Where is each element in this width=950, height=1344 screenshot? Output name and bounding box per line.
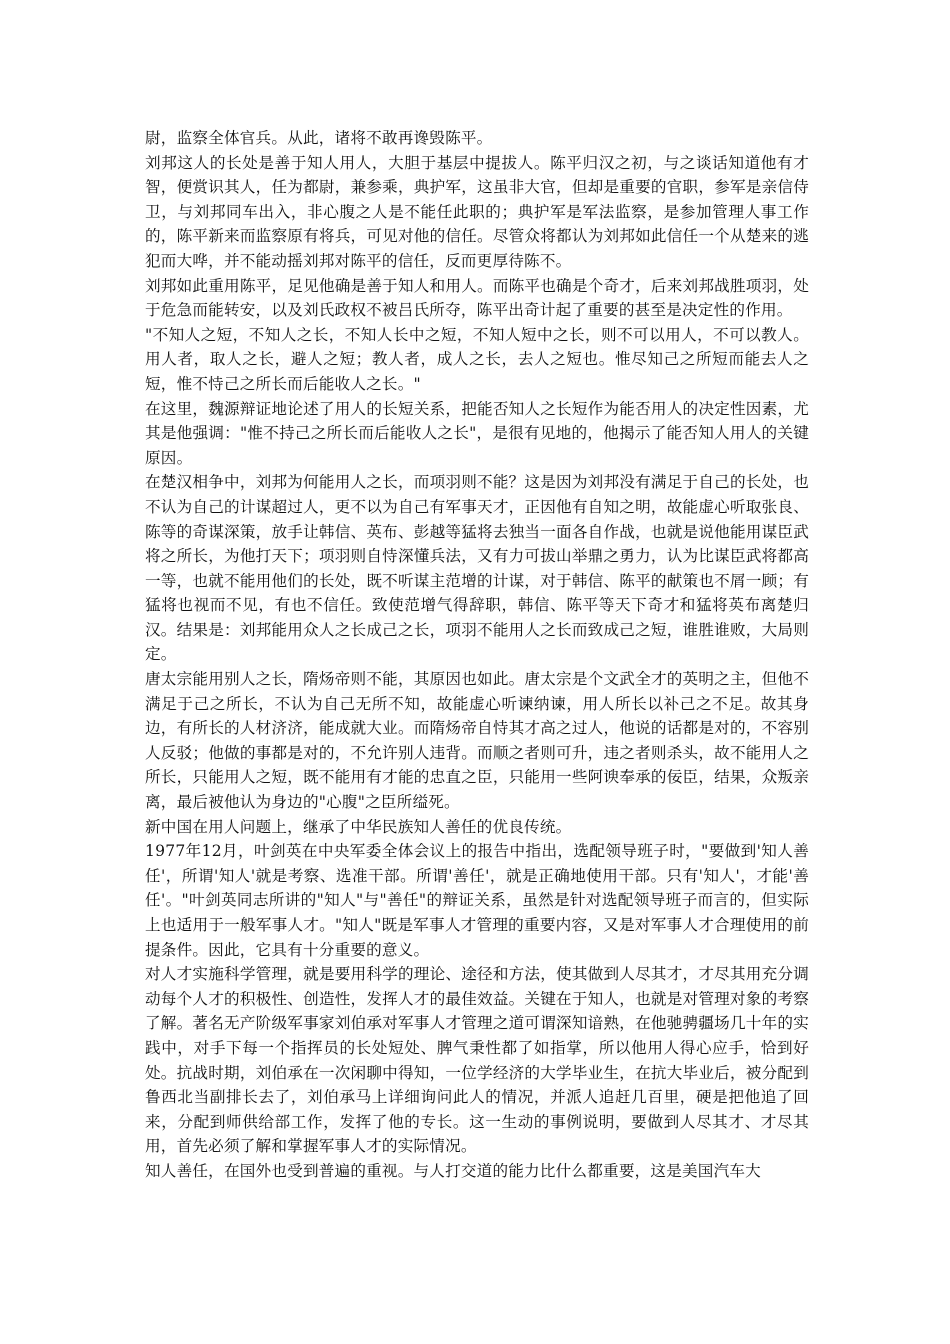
- paragraph-3: 刘邦如此重用陈平，足见他确是善于知人和用人。而陈平也确是个奇才，后来刘邦战胜项羽，处于危急而能转安，以及刘氏政权不被吕氏所夺，陈平出奇计起了重要的甚至是决定性的作用。: [145, 276, 809, 320]
- paragraph-2: 刘邦这人的长处是善于知人用人，大胆于基层中提拔人。陈平归汉之初，与之谈话知道他有才智，便赏识其人，任为都尉，兼参乘，典护军，这虽非大官，但却是重要的官职，参军是亲信侍卫，与刘邦同车出入，非心腹之人是不能任此职的；典护军是军法监察，是参加管理人事工作的，陈平新来而监察原有将兵，可见对他的信任。尽管众将都认为刘邦如此信任一个从楚来的逃犯而大哗，并不能动摇刘邦对陈平的信任，反而更厚待陈不。: [145, 153, 809, 270]
- paragraph-11: 知人善任，在国外也受到普遍的重视。与人打交道的能力比什么都重要，这是美国汽车大: [145, 1161, 761, 1180]
- paragraph-6: 在楚汉相争中，刘邦为何能用人之长，而项羽则不能？这是因为刘邦没有满足于自己的长处，也不认为自己的计谋超过人，更不以为自己有军事天才，正因他有自知之明，故能虚心听取张良、陈等的奇谋深策，放手让韩信、英布、彭越等猛将去独当一面各自作战，也就是说他能用谋臣武将之所长，为他打天下；项羽则自恃深懂兵法，又有力可拔山举鼎之勇力，认为比谋臣武将都高一等，也就不能用他们的长处，既不听谋主范增的计谋，对于韩信、陈平的献策也不屑一顾；有猛将也视而不见，有也不信任。致使范增气得辞职，韩信、陈平等天下奇才和猛将英布离楚归汉。结果是：刘邦能用众人之长成己之长，项羽不能用人之长而致成己之短，谁胜谁败，大局则定。: [145, 473, 809, 664]
- paragraph-10: 对人才实施科学管理，就是要用科学的理论、途径和方法，使其做到人尽其才，才尽其用充分调动每个人才的积极性、创造性，发挥人才的最佳效益。关键在于知人，也就是对管理对象的考察了解。著名无产阶级军事家刘伯承对军事人才管理之道可谓深知谙熟，在他驰骋疆场几十年的实践中，对手下每一个指挥员的长处短处、脾气秉性都了如指掌，所以他用人得心应手，恰到好处。抗战时期，刘伯承在一次闲聊中得知，一位学经济的大学毕业生，在抗大毕业后，被分配到鲁西北当副排长去了，刘伯承马上详细询问此人的情况，并派人追赶几百里，硬是把他追了回来，分配到师供给部工作，发挥了他的专长。这一生动的事例说明，要做到人尽其才、才尽其用，首先必须了解和掌握军事人才的实际情况。: [145, 965, 809, 1156]
- paragraph-5: 在这里，魏源辩证地论述了用人的长短关系，把能否知人之长短作为能否用人的决定性因素，尤其是他强调："惟不持己之所长而后能收人之长"，是很有见地的，他揭示了能否知人用人的关键原因。: [145, 399, 809, 467]
- paragraph-1: 尉，监察全体官兵。从此，诸将不敢再谗毁陈平。: [145, 129, 493, 147]
- paragraph-7: 唐太宗能用别人之长，隋炀帝则不能，其原因也如此。唐太宗是个文武全才的英明之主，但他不满足于己之所长，不认为自己无所不知，故能虚心听谏纳谏，用人所长以补己之不足。故其身边，有所长的人材济济，能成就大业。而隋炀帝自恃其才高之过人，他说的话都是对的，不容别人反驳；他做的事都是对的，不允许别人违背。而顺之者则可升，违之者则杀头，故不能用人之所长，只能用人之短，既不能用有才能的忠直之臣，只能用一些阿谀奉承的佞臣，结果，众叛亲离，最后被他认为身边的"心腹"之臣所缢死。: [145, 670, 809, 812]
- document-body: [145, 126, 809, 1184]
- paragraph-4: "不知人之短，不知人之长，不知人长中之短，不知人短中之长，则不可以用人，不可以教人。用人者，取人之长，避人之短；教人者，成人之长，去人之短也。惟尽知己之所短而能去人之短，惟不恃己之所长而后能收人之长。": [145, 325, 809, 393]
- paragraph-8: 新中国在用人问题上，继承了中华民族知人善任的优良传统。: [145, 817, 572, 836]
- paragraph-9: 1977年12月，叶剑英在中央军委全体会议上的报告中指出，选配领导班子时，"要做到'知人善任'，所谓'知人'就是考察、选准干部。所谓'善任'，就是正确地使用干部。只有'知人'，才能'善任'。"叶剑英同志所讲的"知人"与"善任"的辩证关系，虽然是针对选配领导班子而言的，但实际上也适用于一般军事人才。"知人"既是军事人才管理的重要内容，又是对军事人才合理使用的前提条件。因此，它具有十分重要的意义。: [145, 842, 809, 959]
